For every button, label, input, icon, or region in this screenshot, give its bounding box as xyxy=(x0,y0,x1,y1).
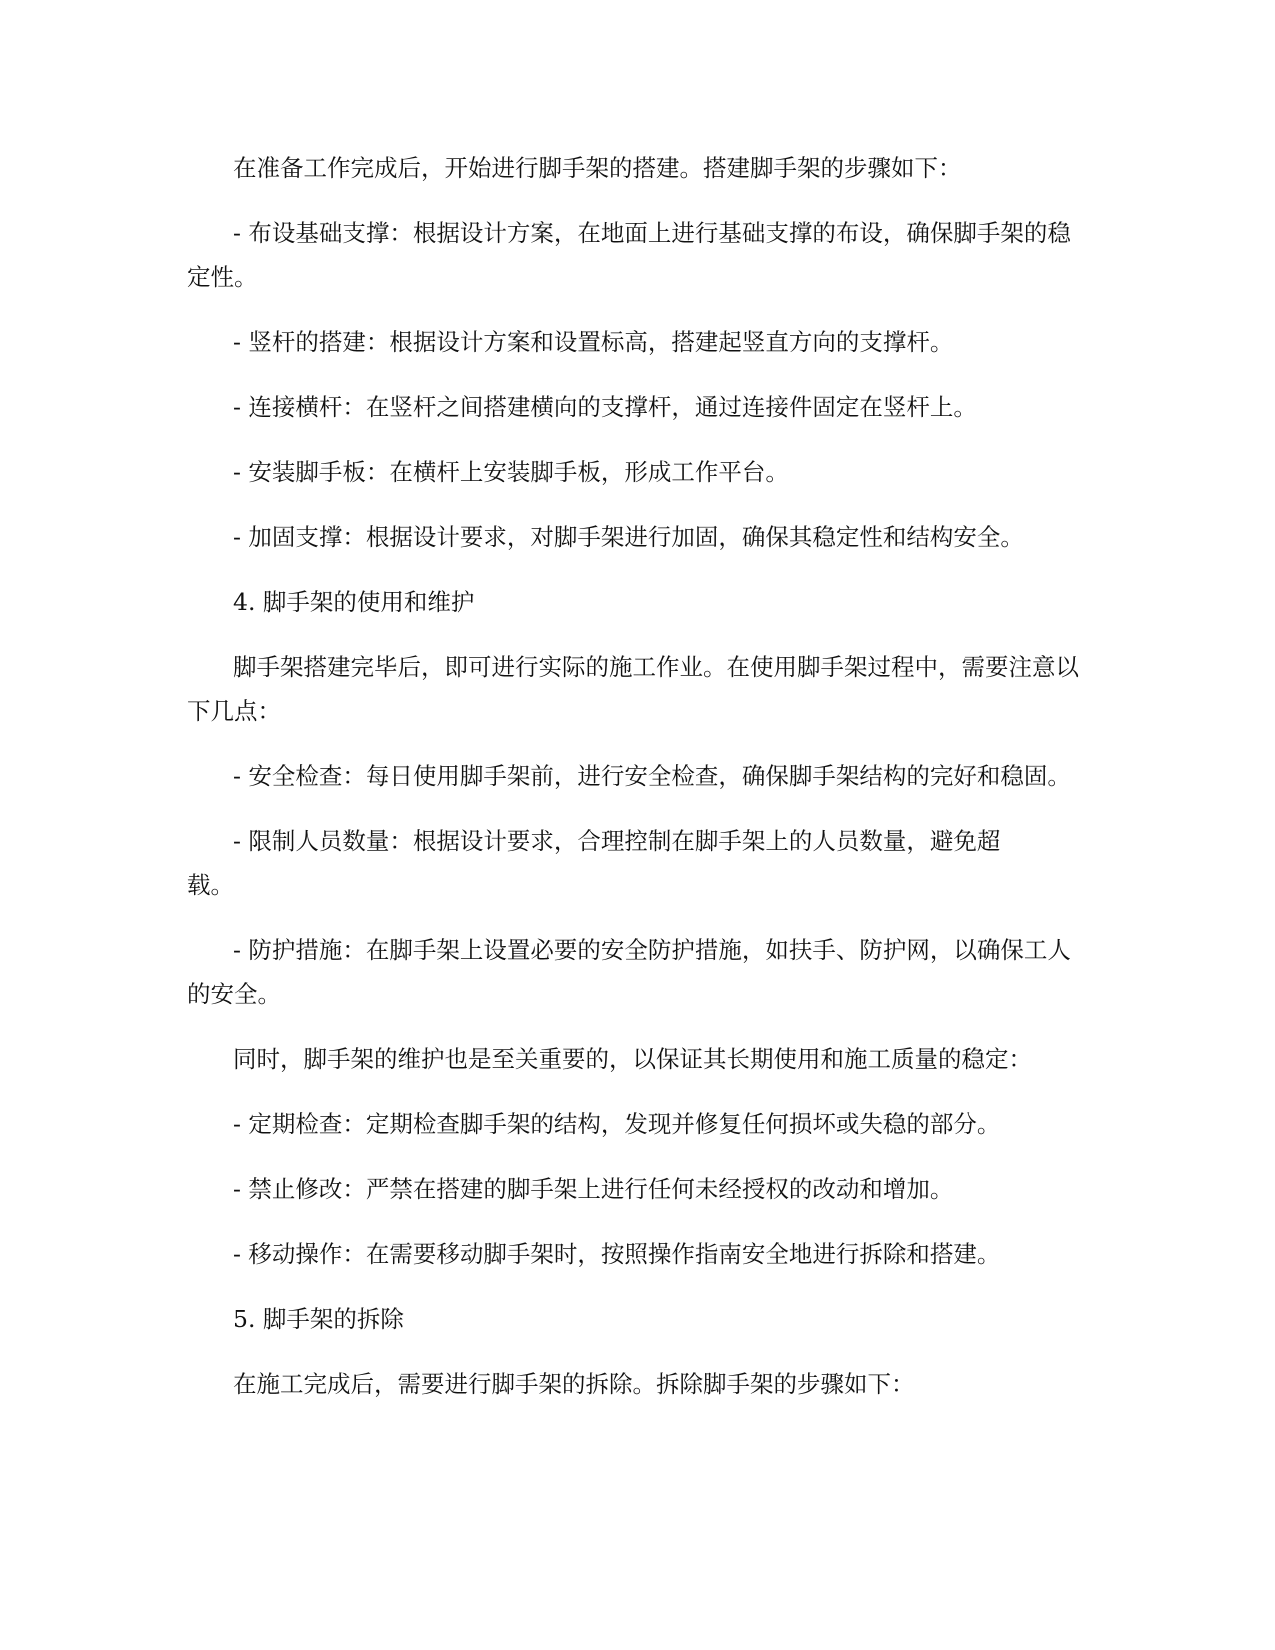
list-item-horizontal-bars: - 连接横杆：在竖杆之间搭建横向的支撑杆，通过连接件固定在竖杆上。 xyxy=(233,393,977,421)
paragraph-dismantling-intro: 在施工完成后，需要进行脚手架的拆除。拆除脚手架的步骤如下： xyxy=(233,1370,915,1398)
list-item-regular-inspection: - 定期检查：定期检查脚手架的结构，发现并修复任何损坏或失稳的部分。 xyxy=(233,1110,1001,1138)
paragraph-intro-construction: 在准备工作完成后，开始进行脚手架的搭建。搭建脚手架的步骤如下： xyxy=(233,154,962,182)
list-item-vertical-poles: - 竖杆的搭建：根据设计方案和设置标高，搭建起竖直方向的支撑杆。 xyxy=(233,328,954,356)
list-item-scaffold-boards: - 安装脚手板：在横杆上安装脚手板，形成工作平台。 xyxy=(233,458,789,486)
list-item-no-modification: - 禁止修改：严禁在搭建的脚手架上进行任何未经授权的改动和增加。 xyxy=(233,1175,954,1203)
paragraph-maintenance-intro: 同时，脚手架的维护也是至关重要的，以保证其长期使用和施工质量的稳定： xyxy=(233,1045,1032,1073)
document-body xyxy=(187,146,1087,1427)
list-item-personnel-limit: - 限制人员数量：根据设计要求，合理控制在脚手架上的人员数量，避免超载。 xyxy=(187,827,1001,899)
list-item-moving-operation: - 移动操作：在需要移动脚手架时，按照操作指南安全地进行拆除和搭建。 xyxy=(233,1240,1001,1268)
list-item-reinforcement: - 加固支撑：根据设计要求，对脚手架进行加固，确保其稳定性和结构安全。 xyxy=(233,523,1024,551)
list-item-foundation-support: - 布设基础支撑：根据设计方案，在地面上进行基础支撑的布设，确保脚手架的稳定性。 xyxy=(187,219,1071,291)
paragraph-usage-intro: 脚手架搭建完毕后，即可进行实际的施工作业。在使用脚手架过程中，需要注意以下几点： xyxy=(187,653,1079,725)
list-item-safety-check: - 安全检查：每日使用脚手架前，进行安全检查，确保脚手架结构的完好和稳固。 xyxy=(233,762,1071,790)
section-heading-dismantling: 5. 脚手架的拆除 xyxy=(233,1305,404,1333)
list-item-protection-measures: - 防护措施：在脚手架上设置必要的安全防护措施，如扶手、防护网，以确保工人的安全。 xyxy=(187,936,1071,1008)
section-heading-use-maintenance: 4. 脚手架的使用和维护 xyxy=(233,588,475,616)
